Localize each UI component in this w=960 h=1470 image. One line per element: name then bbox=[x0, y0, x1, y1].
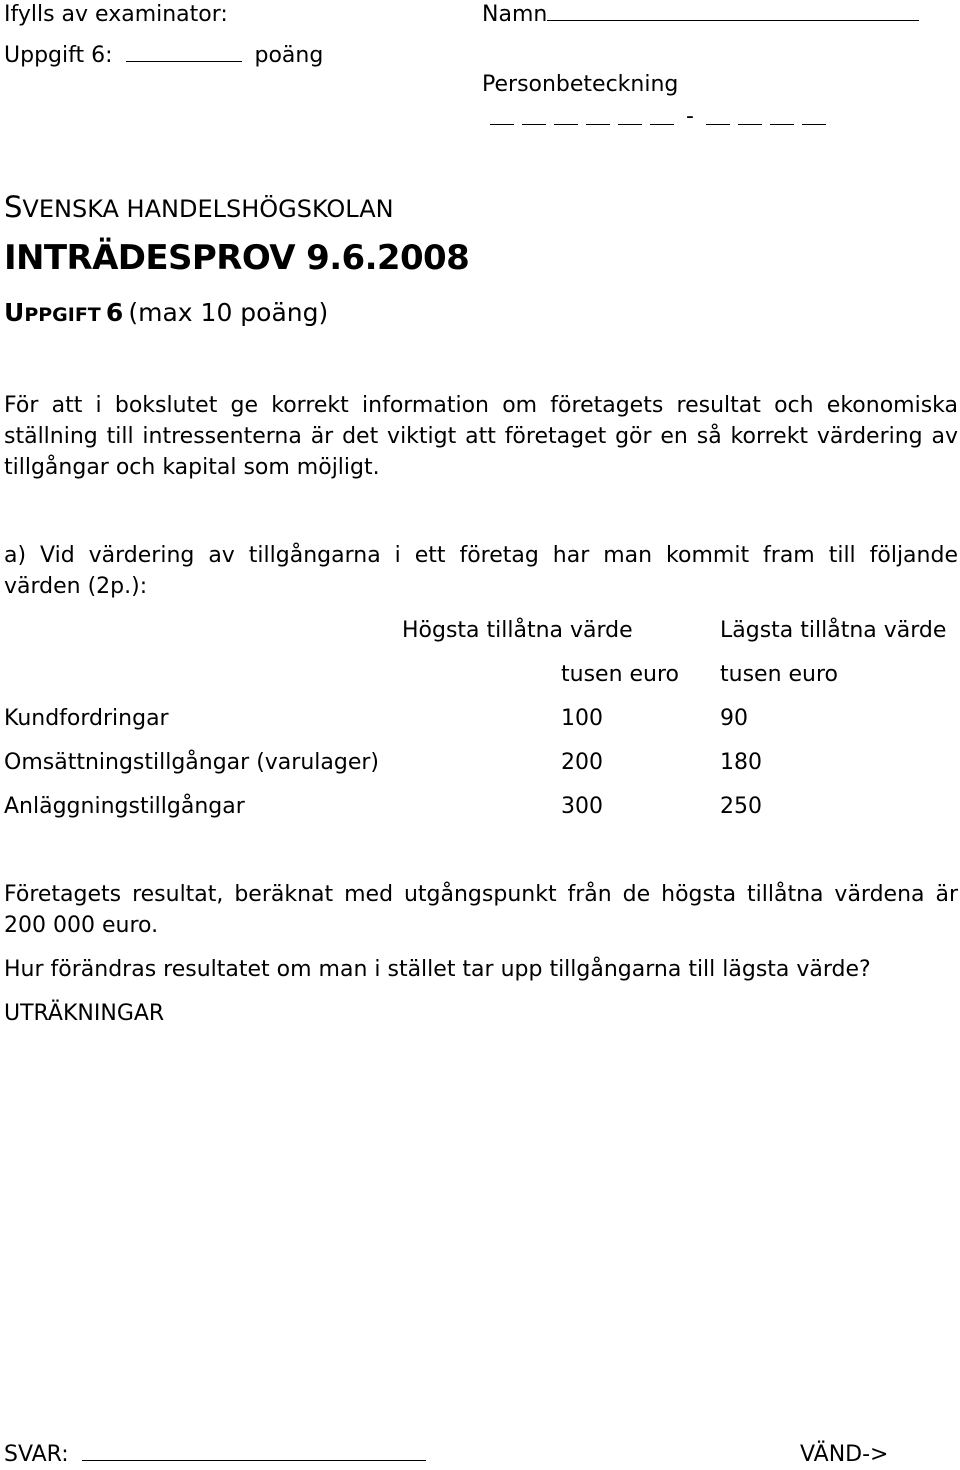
answer-blank[interactable] bbox=[82, 1460, 426, 1461]
id-separator: - bbox=[686, 104, 694, 129]
task-heading-rest: PPGIFT bbox=[24, 304, 101, 326]
result-line-1: Företagets resultat, beräknat med utgångspunkt från de högsta tillåtna värdena är bbox=[4, 882, 958, 907]
row-label: Omsättningstillgångar (varulager) bbox=[4, 750, 379, 775]
task-heading-number: 6 bbox=[105, 298, 124, 327]
intro-line-3: tillgångar och kapital som möjligt. bbox=[4, 455, 380, 480]
part-a-line-1: a) Vid värdering av tillgångarna i ett företag har man kommit fram till följande bbox=[4, 543, 958, 568]
row-label: Anläggningstillgångar bbox=[4, 794, 245, 819]
result-line-2: 200 000 euro. bbox=[4, 913, 159, 938]
school-name bbox=[4, 190, 394, 224]
calculations-heading: UTRÄKNINGAR bbox=[4, 1001, 165, 1026]
id-digit-blank[interactable] bbox=[554, 124, 578, 125]
row-high-value: 200 bbox=[561, 750, 603, 775]
id-digit-blank[interactable] bbox=[770, 124, 794, 125]
school-name-initial: S bbox=[4, 190, 23, 224]
school-name-rest: VENSKA HANDELSHÖGSKOLAN bbox=[22, 195, 394, 223]
intro-line-2: ställning till intressenterna är det viktigt att företaget gör en så korrekt värdering av bbox=[4, 424, 958, 449]
col-unit-low: tusen euro bbox=[720, 662, 839, 687]
name-label: Namn bbox=[482, 2, 548, 27]
turn-page-label: VÄND-> bbox=[800, 1442, 889, 1467]
id-digit-blank[interactable] bbox=[522, 124, 546, 125]
task-points-line bbox=[4, 43, 323, 68]
task-heading bbox=[4, 298, 328, 327]
id-digit-blank[interactable] bbox=[618, 124, 642, 125]
intro-line-1: För att i bokslutet ge korrekt information om företagets resultat och ekonomiska bbox=[4, 393, 958, 418]
name-blank[interactable] bbox=[547, 20, 919, 21]
result-question: Hur förändras resultatet om man i stället tar upp tillgångarna till lägsta värde? bbox=[4, 957, 871, 982]
col-unit-high: tusen euro bbox=[561, 662, 680, 687]
personal-id-label: Personbeteckning bbox=[482, 72, 679, 97]
col-header-high: Högsta tillåtna värde bbox=[402, 618, 633, 643]
col-header-low: Lägsta tillåtna värde bbox=[720, 618, 947, 643]
part-a-line-2: värden (2p.): bbox=[4, 574, 148, 599]
id-digit-blank[interactable] bbox=[802, 124, 826, 125]
row-low-value: 250 bbox=[720, 794, 762, 819]
points-word: poäng bbox=[254, 43, 324, 68]
id-digit-blank[interactable] bbox=[586, 124, 610, 125]
task-label: Uppgift 6: bbox=[4, 43, 113, 68]
name-line bbox=[482, 2, 919, 27]
answer-line bbox=[4, 1442, 426, 1467]
points-blank[interactable] bbox=[126, 61, 242, 62]
task-heading-points: (max 10 poäng) bbox=[128, 298, 329, 327]
id-digit-blank[interactable] bbox=[706, 124, 730, 125]
exam-title: INTRÄDESPROV 9.6.2008 bbox=[4, 238, 470, 278]
id-digit-blank[interactable] bbox=[650, 124, 674, 125]
examiner-label: Ifylls av examinator: bbox=[4, 2, 228, 27]
row-low-value: 180 bbox=[720, 750, 762, 775]
task-heading-initial: U bbox=[4, 298, 25, 327]
id-digit-blank[interactable] bbox=[490, 124, 514, 125]
row-label: Kundfordringar bbox=[4, 706, 169, 731]
id-digit-blank[interactable] bbox=[738, 124, 762, 125]
row-high-value: 100 bbox=[561, 706, 603, 731]
row-low-value: 90 bbox=[720, 706, 748, 731]
row-high-value: 300 bbox=[561, 794, 603, 819]
answer-label: SVAR: bbox=[4, 1442, 69, 1467]
